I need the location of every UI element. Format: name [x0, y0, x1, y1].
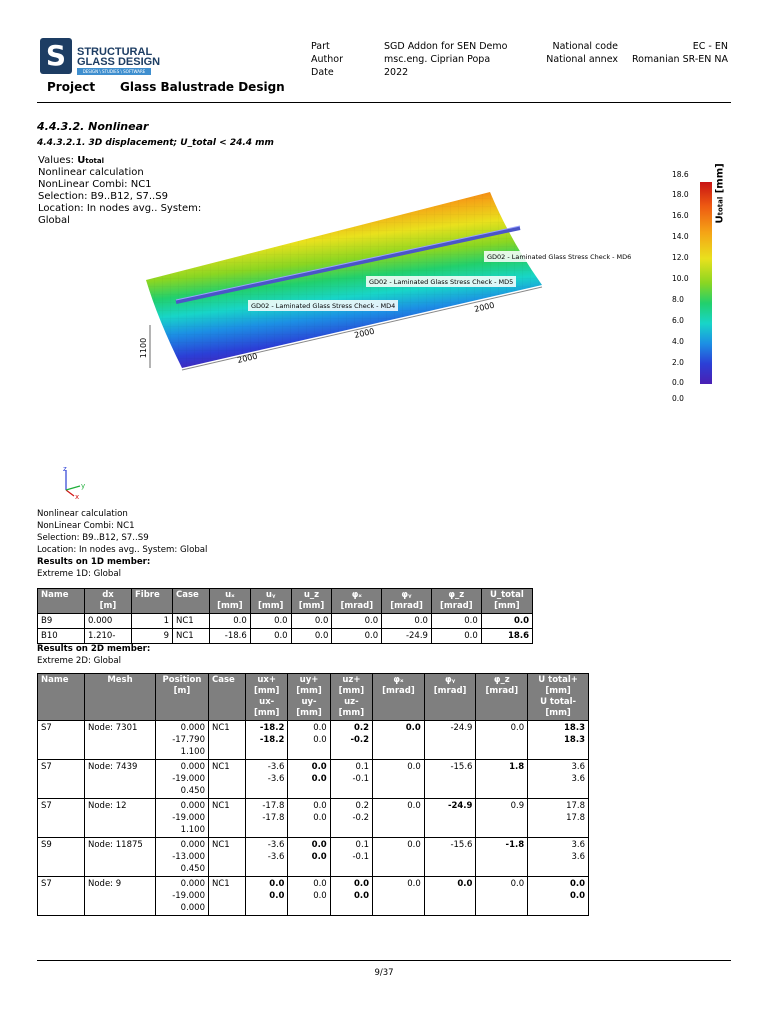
- col-position: [156, 674, 209, 721]
- col-uz-minus-unit: [mm]: [338, 708, 365, 718]
- col-ux-unit: [mm]: [217, 601, 243, 611]
- pos-x: 0.000: [180, 840, 205, 850]
- col-uz: [330, 674, 372, 721]
- pos-y: -19.000: [172, 774, 205, 784]
- author-value: msc.eng. Ciprian Popa: [384, 54, 491, 65]
- cell-phix: 0.0: [373, 838, 425, 877]
- results-2d-table: [37, 673, 589, 916]
- height-dimension: 1100: [139, 337, 148, 359]
- legend-title-text: [715, 160, 726, 224]
- col-ux-plus-unit: [mm]: [253, 686, 280, 696]
- uz-plus: 0.2: [354, 723, 370, 733]
- cell-uy: 0.0: [250, 629, 291, 644]
- cell-uy: 0.0: [250, 614, 291, 629]
- axis-y-label: y: [81, 482, 86, 490]
- axis-x-label: x: [75, 493, 80, 501]
- col-uz-plus-unit: [mm]: [338, 686, 365, 696]
- cell-case: NC1: [209, 799, 246, 838]
- utotal-plus: 0.0: [569, 879, 585, 889]
- results-2d-info: [37, 643, 150, 667]
- col-uy-label: uᵧ: [265, 590, 276, 600]
- col-phiy-unit: [mrad]: [433, 686, 467, 696]
- legend-min: 0.0: [672, 394, 684, 403]
- results-1d-table: [37, 588, 533, 644]
- legend-value: 4.0: [672, 337, 684, 346]
- col-name: Name: [38, 674, 85, 721]
- uy-plus: 0.0: [313, 879, 327, 889]
- project-label: Project: [47, 80, 96, 94]
- col-phiz: [476, 674, 528, 721]
- part-label: Part: [311, 41, 330, 52]
- cell-ux: [246, 799, 288, 838]
- table-row: [38, 799, 589, 838]
- cell-fibre: 9: [132, 629, 173, 644]
- cell-name: S7: [38, 760, 85, 799]
- cell-fibre: 1: [132, 614, 173, 629]
- utotal-plus: 3.6: [571, 840, 585, 850]
- national-code-label: National code: [552, 41, 618, 52]
- cell-phiz: 0.9: [476, 799, 528, 838]
- utotal-minus: 3.6: [571, 852, 585, 862]
- col-phiy: [424, 674, 476, 721]
- cell-phiy: 0.0: [424, 877, 476, 916]
- cell-utotal: [528, 721, 589, 760]
- figure-info-line: Location: In nodes avg.. System:: [38, 203, 202, 214]
- cell-mesh: Node: 11875: [85, 838, 156, 877]
- cell-uy: [288, 877, 330, 916]
- page-number: 9/37: [374, 968, 394, 978]
- length-dimension-1: 2000: [236, 351, 259, 365]
- utotal-plus: 18.3: [564, 723, 585, 733]
- cell-phiz: 0.0: [476, 877, 528, 916]
- pos-x: 0.000: [180, 762, 205, 772]
- ux-minus: -17.8: [262, 813, 285, 823]
- figure-info-line: NonLinear Combi: NC1: [38, 179, 152, 190]
- pos-x: 0.000: [180, 879, 205, 889]
- legend-unit: [mm]: [714, 163, 726, 194]
- ux-minus: -3.6: [267, 852, 285, 862]
- uy-minus: 0.0: [313, 813, 327, 823]
- check-label-md6: GD02 - Laminated Glass Stress Check - MD6: [487, 253, 632, 261]
- pos-z: 1.100: [180, 825, 205, 835]
- uy-minus: 0.0: [311, 774, 327, 784]
- col-position-label: Position: [162, 675, 202, 685]
- col-uy-plus: uy+: [299, 675, 319, 685]
- cell-utotal: [528, 838, 589, 877]
- uz-plus: 0.1: [355, 840, 370, 850]
- col-dx-label: dx: [102, 590, 114, 600]
- col-phiz-unit: [mrad]: [440, 601, 473, 611]
- uz-minus: 0.0: [354, 891, 370, 901]
- col-phiy-unit: [mrad]: [390, 601, 423, 611]
- ux-minus: 0.0: [269, 891, 285, 901]
- national-code-value: EC - EN: [692, 41, 728, 52]
- displacement-model-figure: [130, 150, 632, 390]
- legend-value: 0.0: [672, 378, 684, 387]
- cell-name: S7: [38, 799, 85, 838]
- col-ux: [210, 589, 251, 614]
- figure-info-line: Nonlinear calculation: [38, 167, 144, 178]
- col-phiz-unit: [mrad]: [485, 686, 519, 696]
- col-dx: [85, 589, 132, 614]
- col-phiz-label: φ_z: [448, 590, 465, 600]
- cell-phiy: -15.6: [424, 838, 476, 877]
- col-phiy-label: φᵧ: [444, 675, 456, 685]
- check-label-md5: GD02 - Laminated Glass Stress Check - MD5: [369, 278, 514, 286]
- ux-plus: -3.6: [267, 840, 285, 850]
- col-phix: [332, 589, 382, 614]
- col-uy-minus: uy-: [301, 697, 317, 707]
- national-annex-value: Romanian SR-EN NA: [632, 54, 728, 65]
- cell-name: S7: [38, 721, 85, 760]
- cell-utotal: [528, 760, 589, 799]
- table-row: [38, 721, 589, 760]
- col-utotal-minus-unit: [mm]: [545, 708, 571, 718]
- cell-phiz: 0.0: [476, 721, 528, 760]
- col-phiy: [382, 589, 432, 614]
- ux-minus: -3.6: [267, 774, 285, 784]
- header-field-labels: [311, 40, 343, 79]
- cell-phiz: 0.0: [431, 614, 481, 629]
- values-symbol: U: [77, 155, 86, 166]
- col-utotal-unit: [mm]: [494, 601, 520, 611]
- legend-value: 12.0: [672, 253, 689, 262]
- uz-minus: -0.1: [352, 852, 370, 862]
- national-values: [625, 40, 728, 66]
- cell-ux: [246, 877, 288, 916]
- cell-utotal: [528, 799, 589, 838]
- cell-mesh: Node: 9: [85, 877, 156, 916]
- col-uy: [250, 589, 291, 614]
- cell-utotal: 0.0: [481, 614, 532, 629]
- col-uz-unit: [mm]: [298, 601, 325, 611]
- cell-phix: 0.0: [332, 614, 382, 629]
- results-1d-heading: Results on 1D member:: [37, 557, 151, 567]
- cell-phix: 0.0: [332, 629, 382, 644]
- info-line: Selection: B9..B12, S7..S9: [37, 533, 149, 543]
- cell-phiz: 0.0: [431, 629, 481, 644]
- extreme-1d-label: Extreme 1D: Global: [37, 569, 122, 579]
- length-dimension-2: 2000: [353, 326, 376, 340]
- ux-plus: 0.0: [269, 879, 285, 889]
- cell-ux: 0.0: [210, 614, 251, 629]
- axis-z-label: z: [63, 465, 67, 473]
- company-name-line-1: STRUCTURAL: [77, 46, 153, 58]
- cell-ux: -18.6: [210, 629, 251, 644]
- cell-dx: 1.210-: [85, 629, 132, 644]
- axis-triad-icon: [58, 464, 92, 500]
- col-phix-unit: [mrad]: [340, 601, 374, 611]
- footer-divider: [37, 960, 731, 961]
- utotal-plus: 17.8: [566, 801, 585, 811]
- cell-phiy: -15.6: [424, 760, 476, 799]
- project-title: Glass Balustrade Design: [120, 80, 285, 94]
- col-phix-unit: [mrad]: [382, 686, 415, 696]
- uy-minus: 0.0: [313, 891, 327, 901]
- cell-phiy: -24.9: [382, 629, 432, 644]
- cell-utotal: 18.6: [481, 629, 532, 644]
- col-utotal-plus: U total+: [538, 675, 578, 685]
- cell-position: [156, 838, 209, 877]
- col-name: Name: [38, 589, 85, 614]
- legend-value: 8.0: [672, 295, 684, 304]
- pos-z: 0.450: [180, 864, 205, 874]
- cell-phix: 0.0: [373, 721, 425, 760]
- cell-case: NC1: [209, 721, 246, 760]
- cell-ux: [246, 760, 288, 799]
- ux-plus: -17.8: [262, 801, 285, 811]
- cell-phiz: -1.8: [476, 838, 528, 877]
- cell-case: NC1: [209, 838, 246, 877]
- national-annex-label: National annex: [546, 54, 618, 65]
- cell-uy: [288, 799, 330, 838]
- cell-uz: 0.0: [291, 614, 332, 629]
- pos-y: -13.000: [172, 852, 205, 862]
- cell-uz: [330, 760, 372, 799]
- calculation-info: [37, 508, 207, 580]
- col-ux-minus-unit: [mm]: [253, 708, 280, 718]
- cell-position: [156, 760, 209, 799]
- cell-case: NC1: [209, 877, 246, 916]
- col-position-unit: [m]: [173, 686, 191, 696]
- col-fibre: Fibre: [132, 589, 173, 614]
- cell-name: B10: [38, 629, 85, 644]
- values-subscript: total: [85, 157, 104, 165]
- cell-uz: 0.0: [291, 629, 332, 644]
- cell-uy: [288, 760, 330, 799]
- uy-plus: 0.0: [313, 723, 327, 733]
- uz-minus: -0.2: [352, 813, 370, 823]
- col-utotal-minus: U total-: [540, 697, 577, 707]
- uy-minus: 0.0: [313, 735, 327, 745]
- national-labels: [540, 40, 618, 66]
- pos-z: 1.100: [180, 747, 205, 757]
- cell-phiz: 1.8: [476, 760, 528, 799]
- col-dx-unit: [m]: [99, 601, 117, 611]
- uy-plus: 0.0: [311, 762, 327, 772]
- cell-phiy: -24.9: [424, 799, 476, 838]
- figure-info-line: Selection: B9..B12, S7..S9: [38, 191, 168, 202]
- col-ux-plus: ux+: [257, 675, 276, 685]
- col-phiy-label: φᵧ: [401, 590, 412, 600]
- col-phiz-label: φ_z: [493, 675, 510, 685]
- cell-mesh: Node: 7439: [85, 760, 156, 799]
- date-label: Date: [311, 67, 334, 78]
- col-ux-label: uₓ: [225, 590, 235, 600]
- color-legend-bar: [700, 182, 712, 384]
- cell-dx: 0.000: [85, 614, 132, 629]
- results-2d-heading: Results on 2D member:: [37, 644, 151, 654]
- col-uz: [291, 589, 332, 614]
- uz-plus: 0.2: [355, 801, 370, 811]
- section-subtitle: 4.4.3.2.1. 3D displacement; U_total < 24.4 mm: [37, 138, 274, 148]
- uy-minus: 0.0: [311, 852, 327, 862]
- cell-phix: 0.0: [373, 799, 425, 838]
- cell-position: [156, 877, 209, 916]
- ux-plus: -18.2: [259, 723, 285, 733]
- table-header-row: [38, 589, 533, 614]
- cell-ux: [246, 838, 288, 877]
- col-case: Case: [173, 589, 210, 614]
- cell-name: B9: [38, 614, 85, 629]
- header-divider: [37, 102, 731, 103]
- cell-ux: [246, 721, 288, 760]
- date-value: 2022: [384, 67, 409, 78]
- part-value: SGD Addon for SEN Demo: [384, 41, 508, 52]
- col-phix-label: φₓ: [351, 590, 362, 600]
- table-row: [38, 614, 533, 629]
- legend-title: [712, 162, 728, 226]
- legend-value: 2.0: [672, 358, 684, 367]
- col-uz-minus: uz-: [344, 697, 359, 707]
- utotal-minus: 3.6: [571, 774, 585, 784]
- cell-phix: 0.0: [373, 877, 425, 916]
- cell-position: [156, 721, 209, 760]
- pos-x: 0.000: [180, 723, 205, 733]
- cell-phiy: -24.9: [424, 721, 476, 760]
- ux-minus: -18.2: [259, 735, 285, 745]
- pos-y: -19.000: [172, 813, 205, 823]
- cell-case: NC1: [173, 614, 210, 629]
- cell-mesh: Node: 7301: [85, 721, 156, 760]
- cell-mesh: Node: 12: [85, 799, 156, 838]
- legend-max: 18.6: [672, 170, 689, 179]
- section-title: 4.4.3.2. Nonlinear: [37, 120, 149, 133]
- table-row: [38, 760, 589, 799]
- company-tagline: DESIGN \ STUDIES \ SOFTWARE: [77, 68, 151, 75]
- cell-uz: [330, 721, 372, 760]
- col-phiz: [431, 589, 481, 614]
- col-utotal: [481, 589, 532, 614]
- info-line: Nonlinear calculation: [37, 509, 128, 519]
- cell-position: [156, 799, 209, 838]
- legend-value: 16.0: [672, 211, 689, 220]
- col-uy-unit: [mm]: [257, 601, 284, 611]
- col-case: Case: [209, 674, 246, 721]
- legend-symbol: U: [714, 215, 726, 224]
- table-row: [38, 629, 533, 644]
- uz-minus: -0.1: [352, 774, 370, 784]
- uz-plus: 0.0: [354, 879, 370, 889]
- uy-plus: 0.0: [313, 801, 327, 811]
- col-utotal-plus-unit: [mm]: [545, 686, 571, 696]
- pos-x: 0.000: [180, 801, 205, 811]
- length-dimension-3: 2000: [473, 300, 496, 314]
- info-line: Location: In nodes avg.. System: Global: [37, 545, 208, 555]
- legend-value: 6.0: [672, 316, 684, 325]
- author-label: Author: [311, 54, 343, 65]
- cell-phix: 0.0: [373, 760, 425, 799]
- pos-z: 0.450: [180, 786, 205, 796]
- company-name: [77, 47, 160, 67]
- cell-phiy: 0.0: [382, 614, 432, 629]
- legend-subscript: total: [716, 196, 725, 216]
- cell-uz: [330, 838, 372, 877]
- ux-plus: -3.6: [267, 762, 285, 772]
- check-label-md4: GD02 - Laminated Glass Stress Check - MD4: [251, 302, 396, 310]
- col-uy-minus-unit: [mm]: [296, 708, 322, 718]
- header-field-values: [384, 40, 507, 79]
- info-line: NonLinear Combi: NC1: [37, 521, 135, 531]
- legend-value: 14.0: [672, 232, 689, 241]
- cell-name: S7: [38, 877, 85, 916]
- col-mesh: Mesh: [85, 674, 156, 721]
- cell-name: S9: [38, 838, 85, 877]
- cell-case: NC1: [173, 629, 210, 644]
- table-row: [38, 877, 589, 916]
- extreme-2d-label: Extreme 2D: Global: [37, 656, 122, 666]
- pos-y: -19.000: [172, 891, 205, 901]
- uz-minus: -0.2: [350, 735, 370, 745]
- col-utotal: [528, 674, 589, 721]
- col-utotal-label: U_total: [489, 590, 524, 600]
- col-phix: [373, 674, 425, 721]
- pos-y: -17.790: [172, 735, 205, 745]
- table-row: [38, 838, 589, 877]
- col-phix-label: φₓ: [393, 675, 404, 685]
- company-name-line-2: GLASS DESIGN: [77, 56, 161, 68]
- legend-value: 10.0: [672, 274, 689, 283]
- col-uz-plus: uz+: [342, 675, 361, 685]
- col-uz-label: u_z: [303, 590, 320, 600]
- utotal-minus: 17.8: [566, 813, 585, 823]
- cell-uy: [288, 721, 330, 760]
- uz-plus: 0.1: [355, 762, 370, 772]
- col-ux: [246, 674, 288, 721]
- cell-uz: [330, 799, 372, 838]
- utotal-minus: 0.0: [569, 891, 585, 901]
- legend-value: 18.0: [672, 190, 689, 199]
- cell-uy: [288, 838, 330, 877]
- cell-case: NC1: [209, 760, 246, 799]
- cell-utotal: [528, 877, 589, 916]
- uy-plus: 0.0: [311, 840, 327, 850]
- col-uy: [288, 674, 330, 721]
- figure-info-line: Global: [38, 215, 70, 226]
- utotal-plus: 3.6: [571, 762, 585, 772]
- col-uy-plus-unit: [mm]: [296, 686, 322, 696]
- pos-z: 0.000: [180, 903, 205, 913]
- table-header-row: [38, 674, 589, 721]
- col-ux-minus: ux-: [259, 697, 275, 707]
- cell-uz: [330, 877, 372, 916]
- values-label: Values:: [38, 155, 78, 166]
- utotal-minus: 18.3: [564, 735, 585, 745]
- company-logo: S: [40, 38, 72, 74]
